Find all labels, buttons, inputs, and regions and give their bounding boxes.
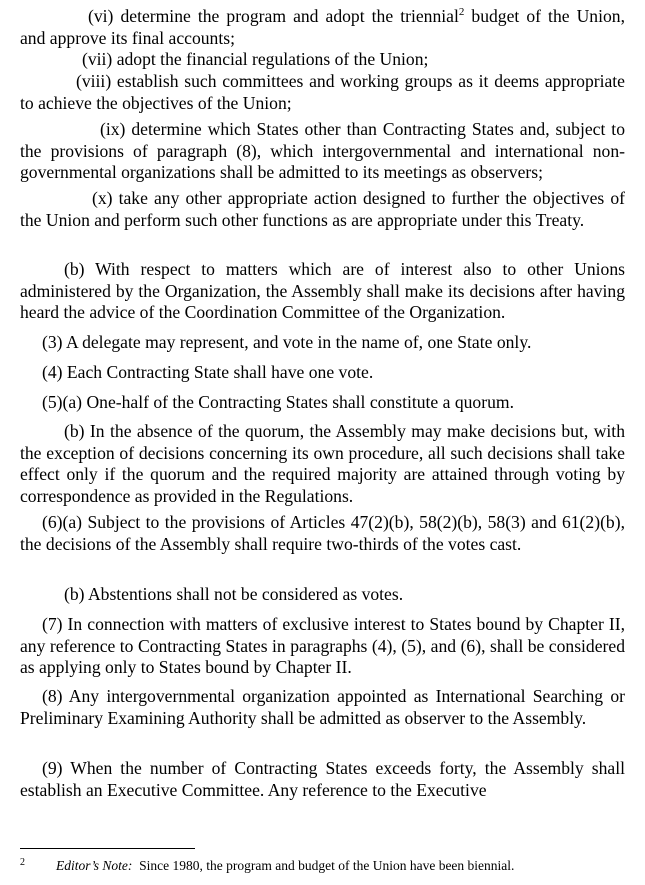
paragraph-vii: (vii) adopt the financial regulations of the Union; — [82, 49, 429, 69]
paragraph-8: (8) Any intergovernmental organization appointed as International Searching or Preliminary Examining Authority shall be admitted as observer to the Assembly. — [20, 686, 625, 728]
footnote-label: Editor’s Note: — [56, 858, 133, 873]
paragraph-text: (vi) determine the program and adopt the triennial — [88, 6, 459, 26]
paragraph-6a: (6)(a) Subject to the provisions of Articles 47(2)(b), 58(2)(b), 58(3) and 61(2)(b), the decisions of the Assembly shall require two-thirds of the votes cast. — [20, 512, 625, 554]
paragraph-text: budget of the Union, and approve its final accounts; — [20, 6, 625, 48]
footnote-text: Since 1980, the program and budget of the Union have been biennial. — [132, 858, 515, 873]
footnote-divider — [20, 848, 195, 849]
paragraph-viii: (viii) establish such committees and working groups as it deems appropriate to achieve the objectives of the Union; — [20, 71, 625, 113]
footnote-body — [56, 858, 514, 874]
paragraph-9: (9) When the number of Contracting States exceeds forty, the Assembly shall establish an Executive Committee. Any reference to the Executive — [20, 758, 625, 800]
paragraph-x: (x) take any other appropriate action designed to further the objectives of the Union and perform such other functions as are appropriate under this Treaty. — [20, 188, 625, 230]
paragraph-ix: (ix) determine which States other than Contracting States and, subject to the provisions of paragraph (8), which intergovernmental and international non-governmental organizations shall be admitted to its meetings as observers; — [20, 119, 625, 183]
paragraph-6b: (b) Abstentions shall not be considered as votes. — [64, 584, 404, 604]
footnote-mark: 2 — [20, 857, 25, 868]
paragraph-2b: (b) With respect to matters which are of interest also to other Unions administered by the Organization, the Assembly shall make its decisions after having heard the advice of the Coordination Committee of the Organization. — [20, 259, 625, 323]
paragraph-vi — [20, 6, 625, 49]
paragraph-5a: (5)(a) One-half of the Contracting States shall constitute a quorum. — [42, 392, 514, 412]
paragraph-5b: (b) In the absence of the quorum, the Assembly may make decisions but, with the exception of decisions concerning its own procedure, all such decisions shall take effect only if the quorum and the required majority are attained through voting by correspondence as provided in the Regulations. — [20, 421, 625, 506]
footnote-reference[interactable]: 2 — [458, 6, 465, 19]
paragraph-4: (4) Each Contracting State shall have one vote. — [42, 362, 374, 382]
paragraph-3: (3) A delegate may represent, and vote in the name of, one State only. — [42, 332, 532, 352]
paragraph-7: (7) In connection with matters of exclusive interest to States bound by Chapter II, any reference to Contracting States in paragraphs (4), (5), and (6), shall be considered as applying only to States bound by Chapter II. — [20, 614, 625, 678]
